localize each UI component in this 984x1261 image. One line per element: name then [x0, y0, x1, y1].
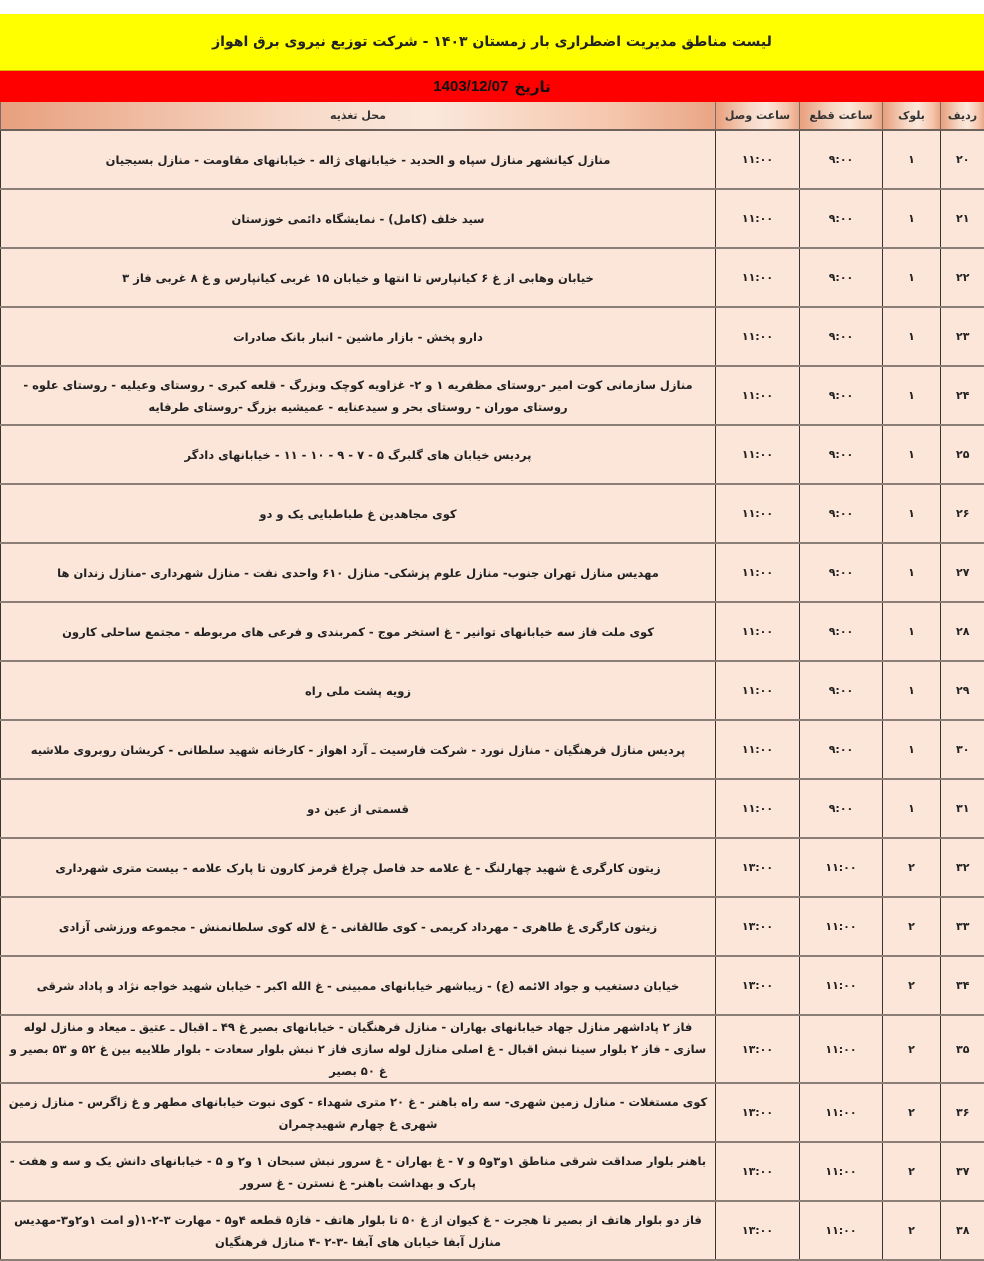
schedule-sheet — [0, 14, 984, 1261]
row-location: منازل سازمانی کوت امیر -روستای مظفریه ۱ و ۲- غزاویه کوچک وبزرگ - قلعه کبری - روستای وعیلیه - روستای علوه - روستای موران - روستای بحر و سیدعنایه - عمیشیه بزرگ -روستای طرفایه — [1, 366, 716, 425]
row-block: ۱ — [883, 130, 941, 189]
table-header-row — [1, 102, 984, 130]
row-location: پردیس خیابان های گلبرگ ۵ - ۷ - ۹ - ۱۰ - ۱۱ - خیابانهای دادگر — [1, 425, 716, 484]
row-block: ۲ — [883, 1201, 941, 1260]
row-on-time: ۱۱:۰۰ — [716, 484, 800, 543]
row-on-time: ۱۱:۰۰ — [716, 366, 800, 425]
row-off-time: ۱۱:۰۰ — [800, 956, 883, 1015]
row-on-time: ۱۱:۰۰ — [716, 189, 800, 248]
row-block: ۲ — [883, 1142, 941, 1201]
row-block: ۱ — [883, 543, 941, 602]
row-off-time: ۹:۰۰ — [800, 248, 883, 307]
row-block: ۲ — [883, 897, 941, 956]
row-location: خیابان وهابی از غ ۶ کیانپارس تا انتها و خیابان ۱۵ غربی کیانپارس و غ ۸ غربی فاز ۳ — [1, 248, 716, 307]
row-index: ۲۴ — [941, 366, 984, 425]
row-index: ۲۷ — [941, 543, 984, 602]
row-on-time: ۱۳:۰۰ — [716, 1015, 800, 1083]
row-index: ۳۵ — [941, 1015, 984, 1083]
table-row — [1, 248, 984, 307]
row-on-time: ۱۱:۰۰ — [716, 661, 800, 720]
row-off-time: ۹:۰۰ — [800, 720, 883, 779]
row-on-time: ۱۱:۰۰ — [716, 602, 800, 661]
row-index: ۲۰ — [941, 130, 984, 189]
row-on-time: ۱۱:۰۰ — [716, 425, 800, 484]
row-block: ۲ — [883, 1083, 941, 1142]
page-title — [0, 14, 984, 71]
row-index: ۲۹ — [941, 661, 984, 720]
date-banner — [0, 71, 984, 102]
row-location: زیتون کارگری غ طاهری - مهرداد کریمی - کوی طالقانی - غ لاله کوی سلطانمنش - مجموعه ورزشی آزادی — [1, 897, 716, 956]
row-index: ۳۳ — [941, 897, 984, 956]
table-row — [1, 130, 984, 189]
table-row — [1, 543, 984, 602]
row-off-time: ۹:۰۰ — [800, 661, 883, 720]
table-row — [1, 189, 984, 248]
row-off-time: ۹:۰۰ — [800, 366, 883, 425]
row-index: ۳۸ — [941, 1201, 984, 1260]
row-location: خیابان دستغیب و جواد الائمه (ع) - زیباشهر خیابانهای ممبینی - غ الله اکبر - خیابان شهید خواجه نژاد و پاداد شرقی — [1, 956, 716, 1015]
row-block: ۱ — [883, 661, 941, 720]
row-on-time: ۱۳:۰۰ — [716, 956, 800, 1015]
row-on-time: ۱۱:۰۰ — [716, 130, 800, 189]
row-on-time: ۱۳:۰۰ — [716, 838, 800, 897]
row-off-time: ۹:۰۰ — [800, 484, 883, 543]
row-location: سید خلف (کامل) - نمایشگاه دائمی خوزستان — [1, 189, 716, 248]
row-on-time: ۱۱:۰۰ — [716, 720, 800, 779]
table-row — [1, 720, 984, 779]
table-row — [1, 484, 984, 543]
row-off-time: ۱۱:۰۰ — [800, 1201, 883, 1260]
row-on-time: ۱۱:۰۰ — [716, 248, 800, 307]
row-index: ۳۶ — [941, 1083, 984, 1142]
row-block: ۱ — [883, 720, 941, 779]
row-location: قسمتی از عین دو — [1, 779, 716, 838]
row-block: ۲ — [883, 1015, 941, 1083]
row-block: ۱ — [883, 307, 941, 366]
row-off-time: ۱۱:۰۰ — [800, 1142, 883, 1201]
col-header-off-time: ساعت قطع — [800, 102, 883, 130]
table-row — [1, 838, 984, 897]
row-off-time: ۹:۰۰ — [800, 425, 883, 484]
col-header-index: ردیف — [941, 102, 984, 130]
row-index: ۲۵ — [941, 425, 984, 484]
table-row — [1, 897, 984, 956]
row-block: ۱ — [883, 425, 941, 484]
col-header-block: بلوک — [883, 102, 941, 130]
row-block: ۱ — [883, 484, 941, 543]
row-index: ۳۷ — [941, 1142, 984, 1201]
row-location: زیتون کارگری غ شهید چهارلنگ - غ علامه حد فاصل چراغ قرمز کارون تا پارک علامه - بیست متری شهرداری — [1, 838, 716, 897]
row-off-time: ۱۱:۰۰ — [800, 897, 883, 956]
row-index: ۲۶ — [941, 484, 984, 543]
row-off-time: ۹:۰۰ — [800, 602, 883, 661]
row-location: کوی ملت فاز سه خیابانهای توانیر - غ استخر موج - کمربندی و فرعی های مربوطه - مجتمع ساحلی کارون — [1, 602, 716, 661]
date-label: تاریخ — [514, 77, 551, 96]
col-header-on-time: ساعت وصل — [716, 102, 800, 130]
col-header-location: محل تغذیه — [1, 102, 716, 130]
table-row — [1, 366, 984, 425]
row-location: کوی مجاهدین غ طباطبایی یک و دو — [1, 484, 716, 543]
date-value: 1403/12/07 — [433, 78, 509, 95]
row-index: ۲۲ — [941, 248, 984, 307]
table-row — [1, 602, 984, 661]
row-location: پردیس منازل فرهنگیان - منازل نورد - شرکت فارسیت ـ آرد اهواز - کارخانه شهید سلطانی - کریشان روبروی ملاشیه — [1, 720, 716, 779]
row-block: ۲ — [883, 838, 941, 897]
row-on-time: ۱۳:۰۰ — [716, 1142, 800, 1201]
row-off-time: ۹:۰۰ — [800, 130, 883, 189]
row-block: ۱ — [883, 189, 941, 248]
row-location: باهنر بلوار صداقت شرقی مناطق ۱و۳و۵ و ۷ - غ بهاران - غ سرور نبش سبحان ۱ و۲ و ۵ - خیابانهای دانش یک و سه و هفت - پارک و بهداشت باهنر- غ نسترن - غ سرور — [1, 1142, 716, 1201]
row-off-time: ۱۱:۰۰ — [800, 1083, 883, 1142]
table-row — [1, 956, 984, 1015]
row-location: کوی مستغلات - منازل زمین شهری- سه راه باهنر - غ ۲۰ متری شهداء - کوی نبوت خیابانهای مطهر و غ زاگرس - منازل زمین شهری غ چهارم شهیدچمران — [1, 1083, 716, 1142]
row-off-time: ۹:۰۰ — [800, 779, 883, 838]
row-off-time: ۹:۰۰ — [800, 307, 883, 366]
table-row — [1, 1201, 984, 1260]
row-index: ۳۲ — [941, 838, 984, 897]
row-off-time: ۹:۰۰ — [800, 543, 883, 602]
row-on-time: ۱۱:۰۰ — [716, 307, 800, 366]
row-location: زویه پشت ملی راه — [1, 661, 716, 720]
row-location: فاز دو بلوار هاتف از بصیر تا هجرت - غ کیوان از غ ۵۰ تا بلوار هاتف - فاز۵ قطعه ۴و۵ - مهارت ۳-۲-۱(و امت ۱و۲و۳-مهدیس منازل آبفا خیابان های آبفا -۳-۲ -۴ منازل فرهنگیان — [1, 1201, 716, 1260]
row-block: ۱ — [883, 248, 941, 307]
row-block: ۱ — [883, 602, 941, 661]
row-location: فاز ۲ پاداشهر منازل جهاد خیابانهای بهاران - منازل فرهنگیان - خیابانهای بصیر غ ۴۹ ـ اقبال ـ عتیق ـ میعاد و منازل لوله سازی - فاز ۲ بلوار سینا نبش اقبال - غ اصلی منازل لوله سازی فاز ۲ نبش بلوار سعادت - بلوار طلاییه بین غ ۵۲ و ۵۳ بصیر و غ ۵۰ بصیر — [1, 1015, 716, 1083]
row-block: ۲ — [883, 956, 941, 1015]
table-row — [1, 779, 984, 838]
row-off-time: ۹:۰۰ — [800, 189, 883, 248]
page-title-text: لیست مناطق مدیریت اضطراری بار زمستان ۱۴۰۳ - شرکت توزیع نیروی برق اهواز — [212, 34, 772, 50]
table-row — [1, 1142, 984, 1201]
row-location: دارو پخش - بازار ماشین - انبار بانک صادرات — [1, 307, 716, 366]
row-index: ۲۸ — [941, 602, 984, 661]
outage-table — [0, 102, 984, 1261]
row-off-time: ۱۱:۰۰ — [800, 1015, 883, 1083]
row-on-time: ۱۳:۰۰ — [716, 1083, 800, 1142]
row-on-time: ۱۱:۰۰ — [716, 779, 800, 838]
row-index: ۳۱ — [941, 779, 984, 838]
row-block: ۱ — [883, 366, 941, 425]
row-location: مهدیس منازل تهران جنوب- منازل علوم پزشکی- منازل ۶۱۰ واحدی نفت - منازل شهرداری -منازل زندان ها — [1, 543, 716, 602]
table-row — [1, 1015, 984, 1083]
row-on-time: ۱۳:۰۰ — [716, 1201, 800, 1260]
row-index: ۳۴ — [941, 956, 984, 1015]
table-row — [1, 425, 984, 484]
row-index: ۳۰ — [941, 720, 984, 779]
row-on-time: ۱۱:۰۰ — [716, 543, 800, 602]
table-row — [1, 661, 984, 720]
row-location: منازل کیانشهر منازل سپاه و الحدید - خیابانهای ژاله - خیابانهای مقاومت - منازل بسیجیان — [1, 130, 716, 189]
table-row — [1, 307, 984, 366]
row-on-time: ۱۳:۰۰ — [716, 897, 800, 956]
row-block: ۱ — [883, 779, 941, 838]
table-row — [1, 1083, 984, 1142]
row-off-time: ۱۱:۰۰ — [800, 838, 883, 897]
row-index: ۲۱ — [941, 189, 984, 248]
row-index: ۲۳ — [941, 307, 984, 366]
